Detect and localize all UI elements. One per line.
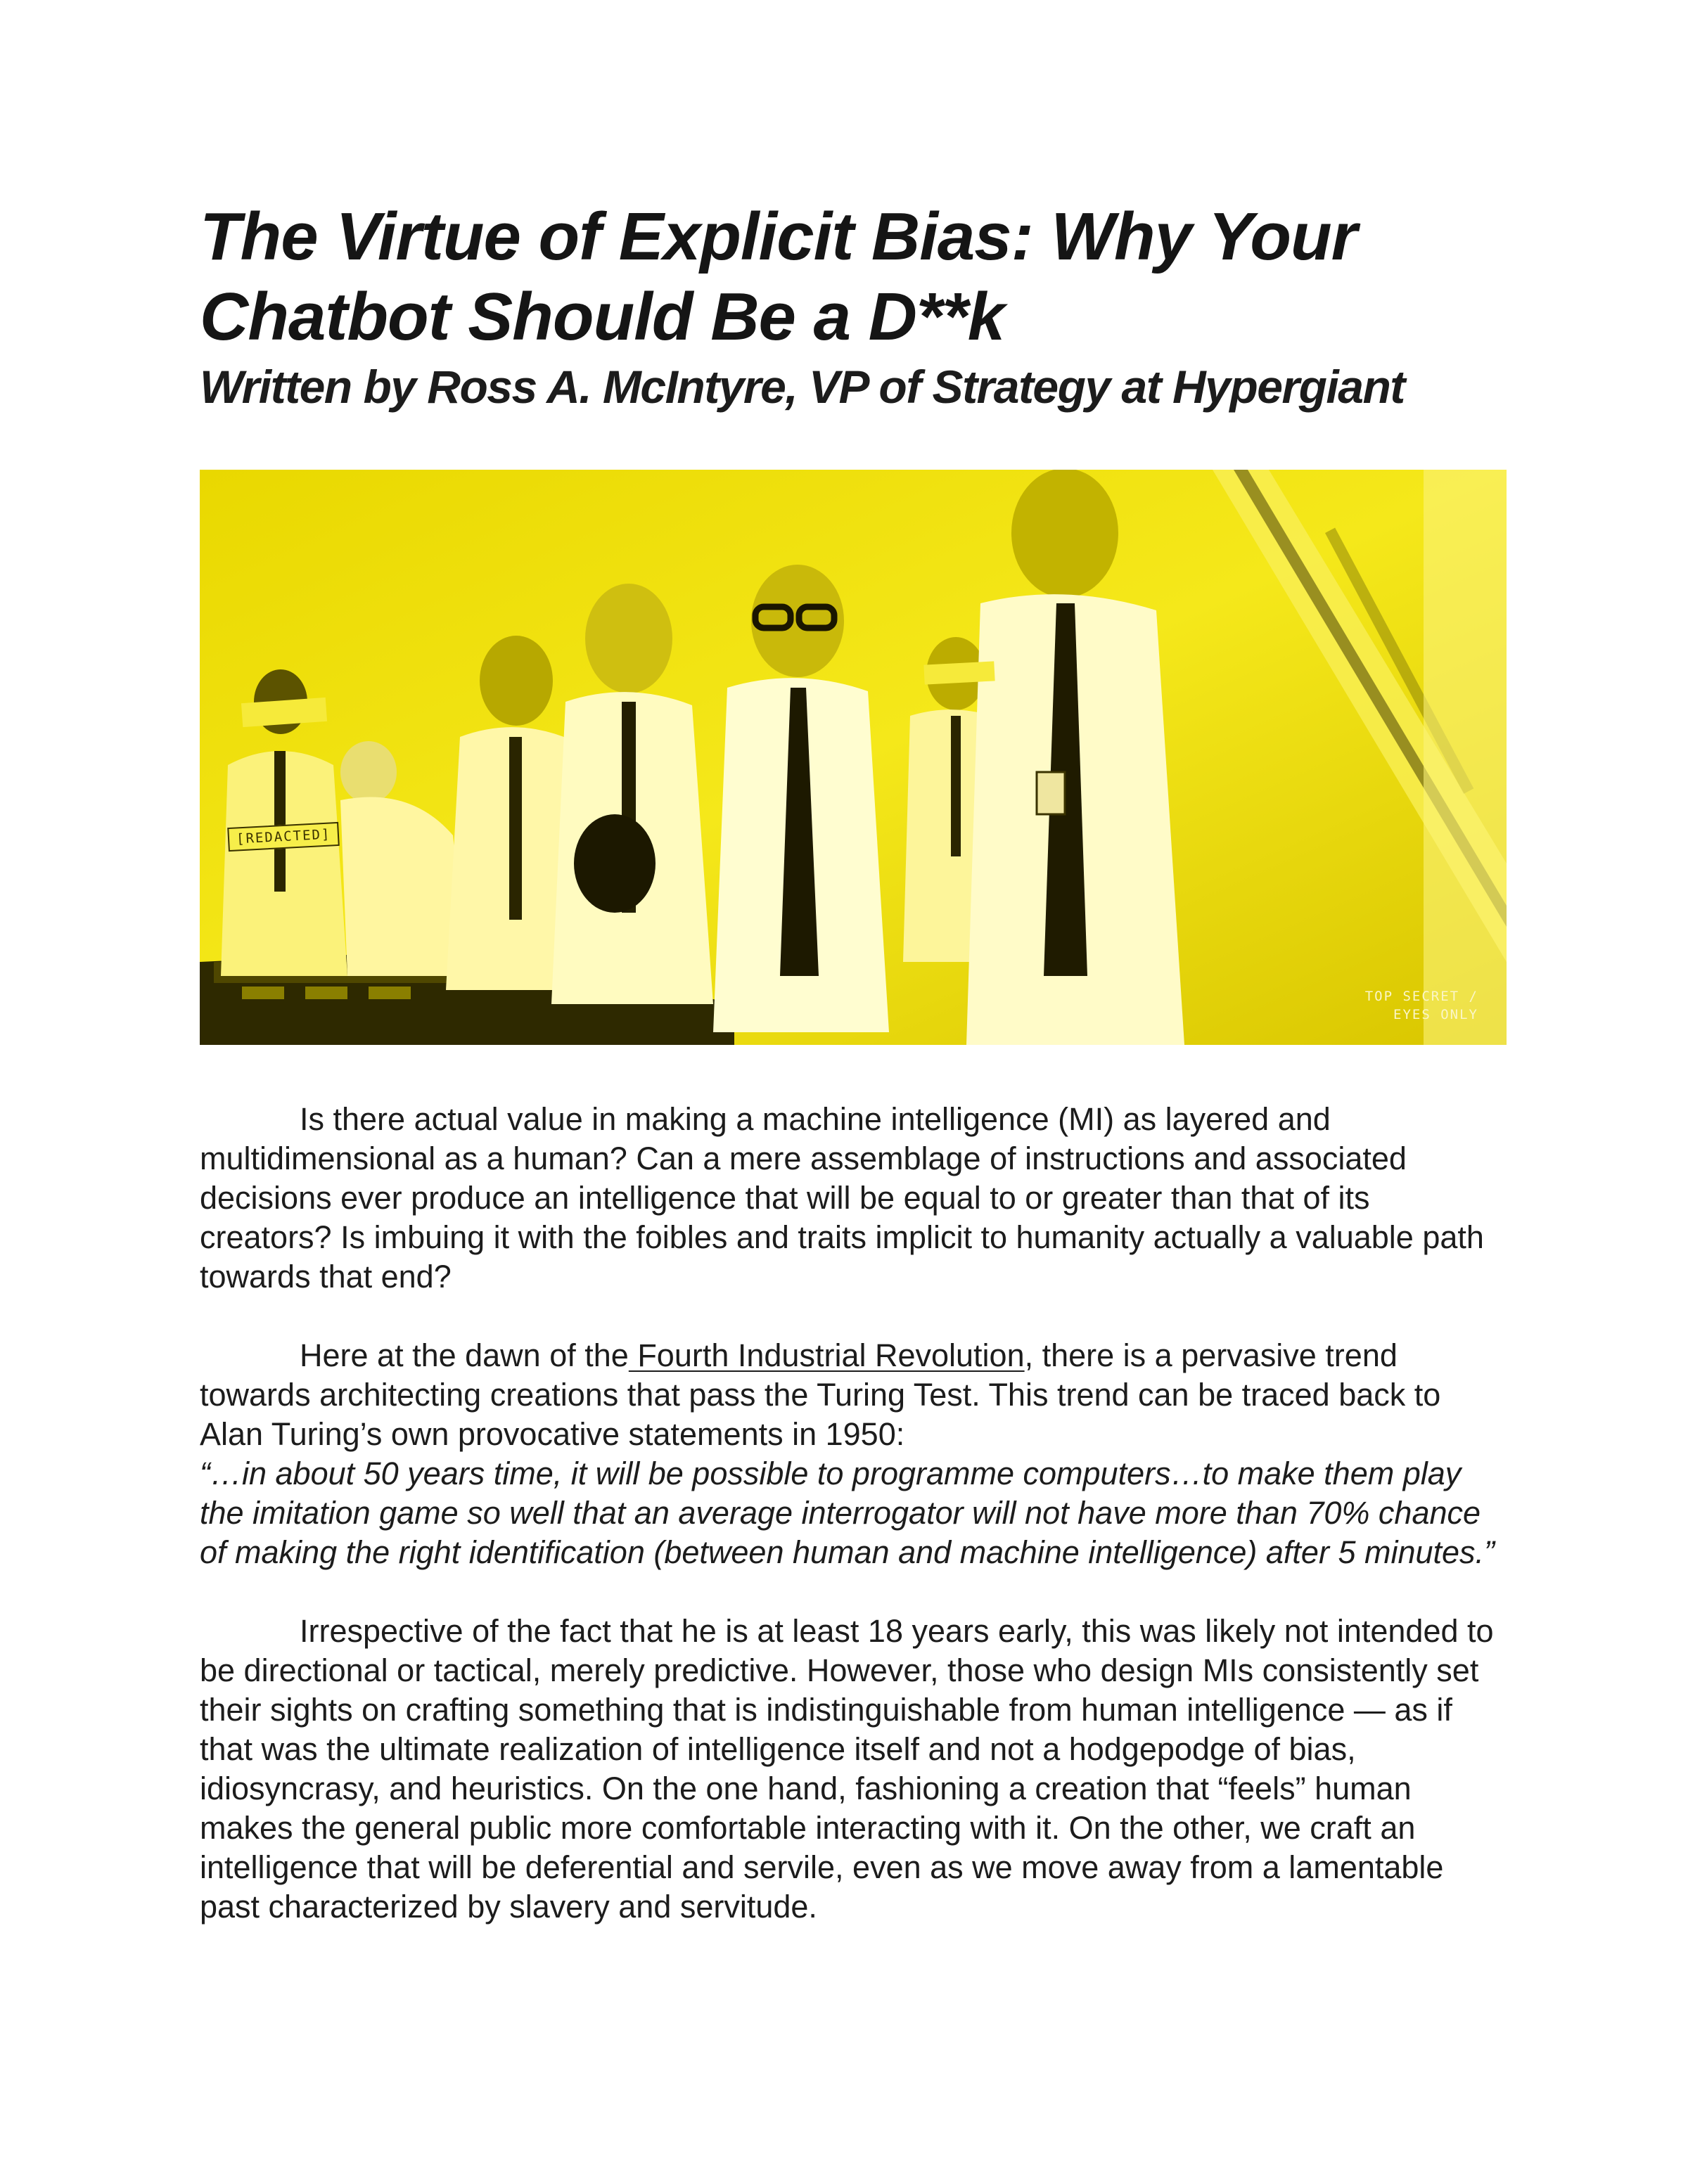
article-byline: Written by Ross A. McIntyre, VP of Strategy at Hypergiant — [200, 361, 1405, 413]
paragraph-2 — [200, 1336, 1508, 1572]
fourth-industrial-revolution-link[interactable]: Fourth Industrial Revolution — [628, 1337, 1025, 1373]
turing-quote: “…in about 50 years time, it will be possible to programme computers…to make them play the imitation game so well that an average interrogator will not have more than 70% chance of making the right identification (between human and machine intelligence) after 5 minutes.” — [200, 1456, 1495, 1570]
article-body — [200, 1100, 1508, 1966]
redacted-label: [REDACTED] — [227, 822, 340, 852]
secret-line-1: TOP SECRET / — [1364, 989, 1478, 1004]
paragraph-1: Is there actual value in making a machine intelligence (MI) as layered and multidimensional as a human? Can a mere assemblage of instructions and associated decisions ever produce an intelligence that will be equal to or greater than that of its creators? Is imbuing it with the foibles and traits implicit to humanity actually a valuable path towards that end? — [200, 1101, 1484, 1295]
secret-watermark — [1365, 987, 1478, 1024]
hero-photo — [200, 470, 1507, 1045]
paragraph-3: Irrespective of the fact that he is at least 18 years early, this was likely not intended to be directional or tactical, merely predictive. However, those who design MIs consistently set their sights on crafting something that is indistinguishable from human intelligence — as if that was the ultimate realization of intelligence itself and not a hodgepodge of bias, idiosyncrasy, and heuristics. On the one hand, fashioning a creation that “feels” human makes the general public more comfortable interacting with it. On the other, we craft an intelligence that will be deferential and servile, even as we move away from a lamentable past characterized by slavery and servitude. — [200, 1613, 1494, 1925]
paragraph-2-intro: Here at the dawn of the — [300, 1337, 629, 1373]
article-title: The Virtue of Explicit Bias: Why Your Chatbot Should Be a D**k — [200, 199, 1357, 354]
secret-line-2: EYES ONLY — [1393, 1007, 1478, 1022]
hero-illustration — [200, 470, 1507, 1045]
paragraph-2-rest: , there is a pervasive trend towards architecting creations that pass the Turing Test. This trend can be traced back to Alan Turing’s own provocative statements in 1950: — [200, 1337, 1441, 1452]
article-page — [200, 197, 1508, 1925]
